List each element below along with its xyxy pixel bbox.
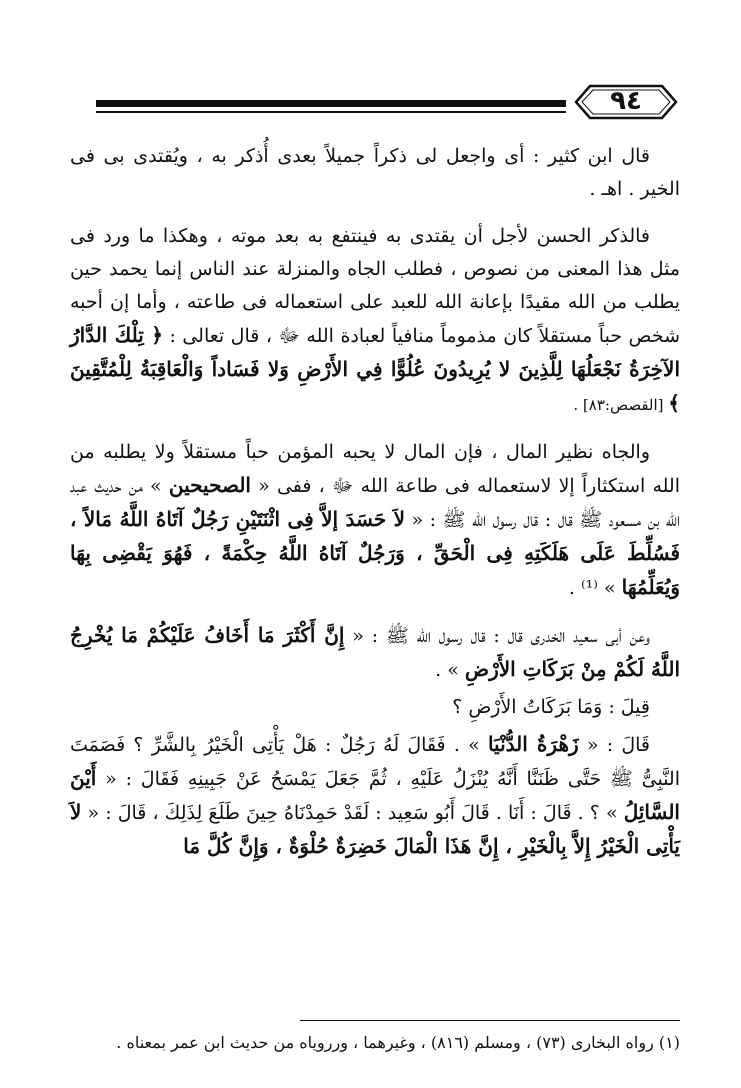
text-run: » . bbox=[435, 659, 465, 681]
text-run: وعن أبى سعيد الخدرى قال : قال رسول الله ﷺ : « bbox=[344, 625, 650, 647]
page-number: ٩٤ bbox=[610, 86, 642, 116]
footnote-divider bbox=[300, 1020, 680, 1021]
body-text bbox=[70, 140, 680, 878]
hadith-text: زَهْرَةُ الدُّنْيَا bbox=[487, 732, 579, 756]
header-rule-thin bbox=[96, 111, 566, 113]
paragraph-3 bbox=[70, 436, 680, 605]
paragraph-1 bbox=[70, 140, 680, 206]
paragraph-4 bbox=[70, 619, 680, 687]
paragraph-6 bbox=[70, 728, 680, 864]
page-number-badge bbox=[574, 80, 678, 124]
header-rule-thick bbox=[96, 100, 566, 107]
verse-reference: [القصص:٨٣] . bbox=[573, 396, 669, 414]
text-run: » . فَقَالَ لَهُ رَجُلٌ : هَلْ يَأْتِى الْخَيْرُ بِالشَّرِّ ؟ فَصَمَتَ النَّبِىُّ ﷺ حَتَّى ظَنَنَّا أَنَّهُ يُنْزَلُ عَلَيْهِ ، ثُمَّ جَعَلَ يَمْسَحُ عَنْ جَبِينِهِ فَقَالَ : « bbox=[70, 734, 680, 790]
text-run: قال ابن كثير : أى واجعل لى ذكراً جميلاً بعدى أُذكر به ، ويُقتدى بى فى الخير . اهـ . bbox=[70, 145, 680, 200]
text-run: قَالَ : « bbox=[578, 734, 650, 756]
footnote: (١) رواه البخارى (٧٣) ، ومسلم (٨١٦) ، وغيرهما ، ورروياه من حديث ابن عمر بمعناه . bbox=[116, 1033, 680, 1052]
page-header bbox=[96, 76, 681, 124]
hadith-text: أَيْنَ السَّائِلُ bbox=[70, 766, 680, 824]
hadith-text: لاَ حَسَدَ إلاَّ فِى اثْنَتَيْنِ رَجُلٌ آتَاهُ اللَّهُ مَالاً ، فَسُلِّطَ عَلَى هَلَكَتِهِ فِى الْحَقِّ ، وَرَجُلٌ آتَاهُ اللَّهُ حِكْمَةً ، فَهُوَ يَقْضِى بِهَا وَيُعَلِّمُهَا bbox=[70, 507, 680, 599]
hadith-text: لاَ يَأْتِى الْخَيْرُ إِلاَّ بِالْخَيْرِ ، إِنَّ هَذَا الْمَالَ خَضِرَةٌ حُلْوَةٌ ، وَإِنَّ كُلَّ مَا bbox=[70, 800, 680, 858]
quran-verse: ﴿ تِلْكَ الدَّارُ الآخِرَةُ نَجْعَلُهَا لِلَّذِينَ لا يُرِيدُونَ عُلُوًّا فِي الأَرْضِ وَلا فَسَاداً وَالْعَاقِبَةُ لِلْمُتَّقِينَ ﴾ bbox=[70, 323, 680, 415]
paragraph-5 bbox=[70, 691, 680, 724]
text-run: فالذكر الحسن لأجل أن يقتدى به فينتفع به بعد موته ، وهكذا ما ورد فى مثل هذا المعنى من نصوص ، فطلب الجاه والمنزلة عند الناس إنما يحمد حين يطلب من الله مقيدًا بإعانة الله للعبد على استعماله فى طاعته ، وأما إن أحبه شخص حباً مستقلاً كان مذموماً منافياً لعبادة الله ﷻ ، قال تعالى : bbox=[70, 225, 680, 347]
text-run: قِيلَ : وَمَا بَرَكَاتُ الأَرْضِ ؟ bbox=[452, 696, 650, 718]
paragraph-2 bbox=[70, 220, 680, 422]
book-title: الصحيحين bbox=[168, 473, 251, 497]
text-run: » من حديث عبد الله بن مسعود ﷺ قال : قال رسول الله ﷺ : « bbox=[70, 475, 680, 531]
hadith-text: إِنَّ أَكْثَرَ مَا أَخَافُ عَلَيْكُمْ مَا يُخْرِجُ اللَّهُ لَكُمْ مِنْ بَرَكَاتِ الأَرْضِ bbox=[70, 623, 680, 681]
footnote-marker: » ⁽¹⁾ . bbox=[568, 577, 622, 599]
text-run: » ؟ . قَالَ : أَنَا . قَالَ أَبُو سَعِيد : لَقَدْ حَمِدْنَاهُ حِينَ طَلَعَ لِذَلِكَ ، قَالَ : « bbox=[81, 802, 624, 824]
text-run: والجاه نظير المال ، فإن المال لا يحبه المؤمن حباً مستقلاً ولا يطلبه من الله استكثاراً إلا لاستعماله فى طاعة الله ﷻ ، ففى « bbox=[70, 441, 680, 497]
